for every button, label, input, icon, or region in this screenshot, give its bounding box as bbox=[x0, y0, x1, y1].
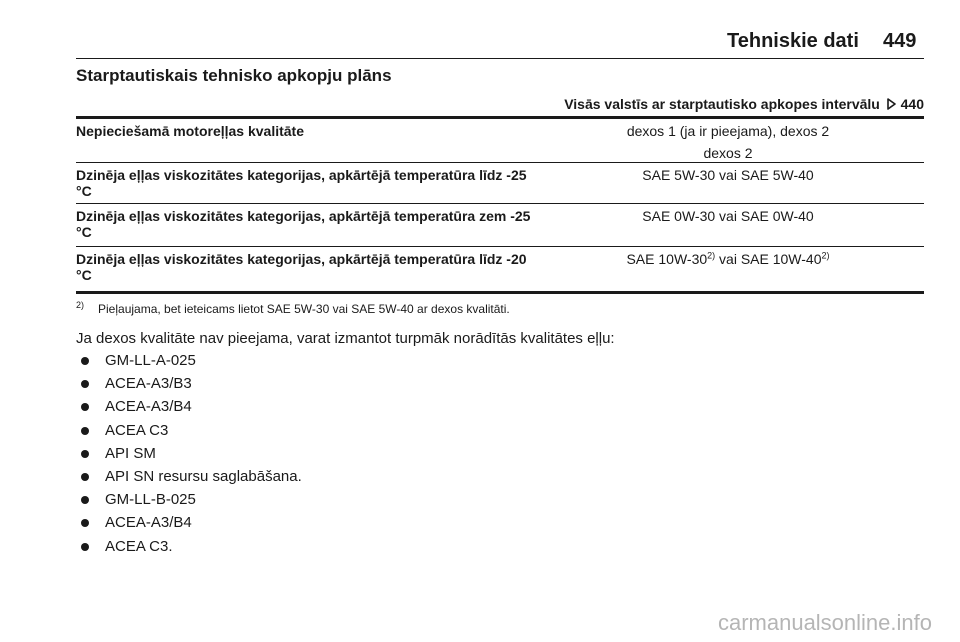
table-row bbox=[76, 163, 924, 203]
list-item-text: ACEA-A3/B3 bbox=[105, 375, 192, 393]
row-label: Dzinēja eļļas viskozitātes kategorijas, apkārtējā temperatūra līdz -25 °C bbox=[76, 167, 527, 199]
table-caption-text: Visās valstīs ar starptautisko apkopes intervālu bbox=[564, 96, 880, 112]
table-caption bbox=[564, 96, 924, 112]
list-item bbox=[76, 491, 302, 514]
value-text: SAE 10W-30 bbox=[626, 251, 708, 267]
table-bottom-rule bbox=[76, 291, 924, 294]
footnote-text: Pieļaujama, bet ieteicams lietot SAE 5W-30 vai SAE 5W-40 ar dexos kvalitāti. bbox=[98, 302, 510, 316]
row-label: Dzinēja eļļas viskozitātes kategorijas, apkārtējā temperatūra zem -25 °C bbox=[76, 208, 531, 240]
list-item-text: API SN resursu saglabāšana. bbox=[105, 467, 302, 485]
bullet-icon bbox=[81, 380, 89, 388]
bullet-icon bbox=[81, 357, 89, 365]
list-item bbox=[76, 398, 302, 421]
row-value bbox=[532, 119, 924, 162]
footnote bbox=[76, 300, 510, 316]
bullet-icon bbox=[81, 519, 89, 527]
list-item-text: ACEA-A3/B4 bbox=[105, 514, 192, 532]
table-row bbox=[76, 119, 924, 162]
bullet-icon bbox=[81, 543, 89, 551]
intro-paragraph: Ja dexos kvalitāte nav pieejama, varat izmantot turpmāk norādītās kvalitātes eļļu: bbox=[76, 330, 615, 347]
list-item bbox=[76, 514, 302, 537]
watermark: carmanualsonline.info bbox=[717, 610, 932, 635]
bullet-icon bbox=[81, 450, 89, 458]
footnote-mark: 2) bbox=[76, 300, 85, 310]
row-label: Nepieciešamā motoreļļas kvalitāte bbox=[76, 123, 305, 139]
list-item-text: GM-LL-A-025 bbox=[105, 352, 196, 369]
list-item-text: GM-LL-B-025 bbox=[105, 491, 196, 509]
row-value: SAE 5W-30 vai SAE 5W-40 bbox=[642, 167, 814, 183]
row-value bbox=[532, 247, 924, 291]
list-item bbox=[76, 468, 302, 491]
bullet-icon bbox=[81, 403, 89, 411]
list-item bbox=[76, 352, 302, 375]
list-item-text: ACEA C3 bbox=[105, 421, 169, 439]
table-row bbox=[76, 204, 924, 246]
table-row bbox=[76, 247, 924, 291]
header-divider bbox=[76, 58, 924, 59]
footnote-ref: 2) bbox=[707, 250, 716, 261]
oil-spec-table bbox=[76, 116, 924, 294]
header-title: Tehniskie dati bbox=[727, 30, 859, 52]
list-item bbox=[76, 538, 302, 561]
row-label: Dzinēja eļļas viskozitātes kategorijas, apkārtējā temperatūra līdz -20 °C bbox=[76, 251, 527, 283]
value-text: vai SAE 10W-40 bbox=[715, 251, 822, 267]
row-value-line: dexos 2 bbox=[703, 145, 753, 161]
oil-quality-list bbox=[76, 352, 302, 561]
section-title: Starptautiskais tehnisko apkopju plāns bbox=[76, 66, 392, 85]
list-item-text: ACEA-A3/B4 bbox=[105, 398, 192, 416]
list-item-text: ACEA C3. bbox=[105, 537, 173, 555]
bullet-icon bbox=[81, 427, 89, 435]
list-item bbox=[76, 445, 302, 468]
arrow-reference-icon bbox=[886, 96, 897, 112]
row-value: SAE 0W-30 vai SAE 0W-40 bbox=[642, 208, 814, 224]
footnote-ref: 2) bbox=[821, 250, 830, 261]
list-item bbox=[76, 375, 302, 398]
table-caption-ref-page: 440 bbox=[900, 96, 924, 112]
bullet-icon bbox=[81, 496, 89, 504]
row-value-line: dexos 1 (ja ir pieejama), dexos 2 bbox=[626, 123, 830, 139]
list-item bbox=[76, 422, 302, 445]
page-number: 449 bbox=[883, 30, 917, 52]
list-item-text: API SM bbox=[105, 444, 156, 462]
bullet-icon bbox=[81, 473, 89, 481]
